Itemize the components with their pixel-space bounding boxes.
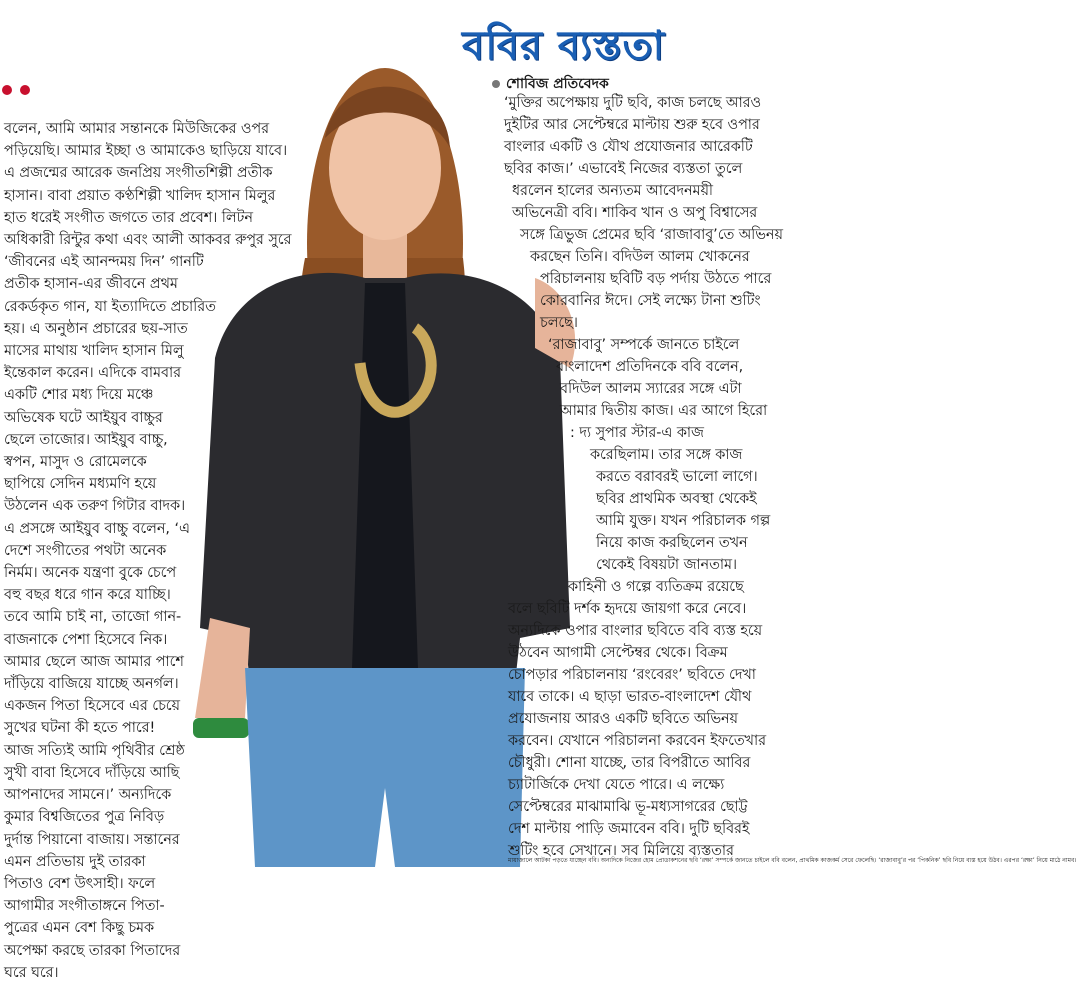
text-line: শুটিং হবে সেখানে। সব মিলিয়ে ব্যস্ততার (508, 843, 734, 859)
text-line: বদিউল আলম স্যারের সঙ্গে এটা (560, 381, 742, 397)
text-line: আমার দ্বিতীয় কাজ। এর আগে হিরো (560, 403, 768, 419)
text-line: দুর্দান্ত পিয়ানো বাজায়। সন্তানের (4, 831, 180, 848)
text-line: ফেলেছি। ‘রাজাবাবু’র পর ‘পিকনিক’ ছবি নিয়ে ব্যস্ত (855, 857, 978, 864)
text-line: কাহিনী ও গল্পে ব্যতিক্রম রয়েছে (568, 579, 744, 595)
text-line: চৌধুরী। শোনা যাচ্ছে, তার বিপরীতে আবির (508, 755, 751, 771)
text-line: ‘রাজাবাবু’ সম্পর্কে জানতে চাইলে (548, 337, 740, 353)
text-line: ছেলে তাজোর। আইয়ুব বাচ্চু, (4, 431, 168, 448)
text-line: একটি শোর মধ্য দিয়ে মঞ্চে (4, 387, 154, 404)
text-line: উঠলেন এক তরুণ গিটার বাদক। (4, 498, 186, 515)
text-line: অধিকারী রিন্টুর কথা এবং আলী আকবর রুপুর সুরে (4, 232, 292, 249)
text-line: হয়ে উঠব। এরপর ‘রক্ষা’ নিয়ে মাঠে নামব। (977, 857, 1076, 864)
text-line: প্রযোজনায় আরও একটি ছবিতে অভিনয় (508, 711, 738, 727)
text-line: এ প্রসঙ্গে আইয়ুব বাচ্চু বলেন, ‘এ (4, 520, 190, 537)
text-line: চলছে। (540, 315, 578, 331)
text-line: থেকেই বিষয়টা জানতাম। (596, 557, 738, 573)
text-line: : দ্য সুপার স্টার-এ কাজ (570, 425, 704, 441)
text-line: বলেন, আমি আমার সন্তানকে মিউজিকের ওপর (4, 121, 269, 137)
text-line: বলে ছবিটি দর্শক হৃদয়ে জায়গা করে নেবে। (508, 601, 747, 617)
text-line: আগামীর সংগীতাঙ্গনে পিতা- (4, 898, 165, 915)
text-line: মায়াজালে আটকা পড়তে যাচ্ছেন ববি। অন্যদিকে (508, 857, 625, 864)
text-line: কুমার বিশ্বজিতের পুত্র নিবিড় (4, 809, 165, 826)
text-line: ছবির কাজ।’ এভাবেই নিজের ব্যস্ততা তুলে (504, 161, 743, 177)
text-line: দুইটির আর সেপ্টেম্বরে মাল্টায় শুরু হবে ওপার (504, 117, 760, 133)
text-line: আমি যুক্ত। যখন পরিচালক গল্প (596, 513, 771, 529)
text-line: ঘরে ঘরে। (4, 964, 59, 981)
headline: ববির ব্যস্ততা (462, 22, 666, 69)
text-line: পরিচালনায় ছবিটি বড় পর্দায় উঠতে পারে (540, 271, 772, 287)
text-line: প্রতীক হাসান-এর জীবনে প্রথম (4, 276, 178, 293)
text-line: বাজনাকে পেশা হিসেবে নিক। (4, 631, 168, 648)
text-line: পুত্রের এমন বেশ কিছু চমক (4, 920, 154, 937)
red-dot-icon (2, 85, 12, 95)
section-dots (2, 80, 38, 99)
text-line: উঠবেন আগামী সেপ্টেম্বর থেকে। বিক্রম (508, 645, 728, 661)
text-line: তবে আমি চাই না, তাজো গান- (4, 609, 182, 626)
text-line: পড়িয়েছি। আমার ইচ্ছা ও আমাকেও ছাড়িয়ে যাবে। (4, 143, 288, 160)
text-line: নিয়ে কাজ করছিলেন তখন (596, 535, 748, 551)
text-line: ছবির প্রাথমিক অবস্থা থেকেই (596, 491, 757, 507)
text-line: ইন্তেকাল করেন। এদিকে বামবার (4, 365, 181, 382)
text-line: মাসের মাথায় খালিদ হাসান মিলু (4, 343, 184, 360)
text-line: করছেন তিনি। বদিউল আলম খোকনের (530, 249, 750, 265)
text-line: রেকর্ডকৃত গান, যা ইত্যাদিতে প্রচারিত (4, 298, 216, 315)
text-line: ছাপিয়ে সেদিন মধ্যমণি হয়ে (4, 476, 157, 493)
text-line: করেছিলাম। তার সঙ্গে কাজ (590, 447, 743, 463)
text-line: চ্যাটার্জিকে দেখা যেতে পারে। এ লক্ষ্যে (508, 777, 725, 793)
text-line: করতে বরাবরই ভালো লাগে। (596, 469, 758, 485)
text-line: দেশে সংগীতের পথটা অনেক (4, 542, 167, 559)
text-line: আজ সত্যিই আমি পৃথিবীর শ্রেষ্ঠ (4, 742, 185, 759)
text-line: আপনাদের সামনে।’ অন্যদিকে (4, 787, 172, 804)
text-line: জানতে চাইলে ববি বলেন, প্রাথমিক কাজকর্ম সেরে (734, 857, 856, 864)
text-line: সঙ্গে ত্রিভুজ প্রেমের ছবি ‘রাজাবাবু’তে অভিনয় (520, 227, 783, 243)
text-line: চোপড়ার পরিচালনায় ‘রংবেরং’ ছবিতে দেখা (508, 667, 756, 683)
byline-text: শোবিজ প্রতিবেদক (506, 76, 609, 92)
bullet-icon (492, 80, 500, 88)
text-line: করবেন। যেখানে পরিচালনা করবেন ইফতেখার (508, 733, 766, 749)
text-line: যাবে তাকে। এ ছাড়া ভারত-বাংলাদেশ যৌথ (508, 689, 752, 705)
text-line: এ প্রজন্মের আরেক জনপ্রিয় সংগীতশিল্পী প্রতীক (4, 165, 273, 182)
text-line: বাংলাদেশ প্রতিদিনকে ববি বলেন, (556, 359, 744, 375)
text-line: অভিষেক ঘটে আইয়ুব বাচ্চুর (4, 409, 163, 426)
text-line: হয়। এ অনুষ্ঠান প্রচারের ছয়-সাত (4, 320, 188, 337)
red-dot-icon (20, 85, 30, 95)
text-line: হাত ধরেই সংগীত জগতে তার প্রবেশ। লিটন (4, 209, 253, 226)
text-line: বাংলার একটি ও যৌথ প্রযোজনার আরেকটি (504, 139, 753, 155)
text-line: ‘জীবনের এই আনন্দময় দিন’ গানটি (4, 254, 204, 271)
text-line: একজন পিতা হিসেবে এর চেয়ে (4, 698, 180, 715)
text-line: কোরবানির ঈদে। সেই লক্ষ্যে টানা শুটিং (540, 293, 761, 309)
text-line: অভিনেত্রী ববি। শাকিব খান ও অপু বিশ্বাসের (512, 205, 758, 221)
text-line: স্বপন, মাসুদ ও রোমেলকে (4, 454, 147, 471)
text-line: দেশ মাল্টায় পাড়ি জমাবেন ববি। দুটি ছবিরই (508, 821, 750, 837)
text-line: ‘মুক্তির অপেক্ষায় দুটি ছবি, কাজ চলছে আরও (504, 95, 761, 111)
text-line: সুখী বাবা হিসেবে দাঁড়িয়ে আছি (4, 764, 180, 781)
text-line: বহু বছর ধরে গান করে যাচ্ছি। (4, 587, 171, 604)
text-line: নিজের হোম প্রোডাকশনের ছবি ‘রক্ষা’ সম্পর্কে (624, 857, 735, 864)
right-column-continued (508, 857, 1076, 866)
text-line: আমার ছেলে আজ আমার পাশে (4, 653, 184, 670)
text-line: নির্মম। অনেক যন্ত্রণা বুকে চেপে (4, 565, 177, 582)
text-line: অপেক্ষা করছে তারকা পিতাদের (4, 942, 181, 959)
text-line: পিতাও বেশ উৎসাহী। ফলে (4, 875, 155, 892)
text-line: সেপ্টেম্বরের মাঝামাঝি ভূ-মধ্যসাগরের ছোট্ট (508, 799, 748, 815)
text-line: হাসান। বাবা প্রয়াত কণ্ঠশিল্পী খালিদ হাসান মিলুর (4, 187, 276, 204)
text-line: অন্যদিকে ওপার বাংলার ছবিতে ববি ব্যস্ত হয়ে (508, 623, 763, 639)
text-line: এমন প্রতিভায় দুই তারকা (4, 853, 146, 870)
text-line: ধরলেন হালের অন্যতম আবেদনময়ী (512, 183, 713, 199)
text-line: দাঁড়িয়ে বাজিয়ে যাচ্ছে অনর্গল। (4, 676, 179, 693)
text-line: সুখের ঘটনা কী হতে পারে! (4, 720, 156, 737)
